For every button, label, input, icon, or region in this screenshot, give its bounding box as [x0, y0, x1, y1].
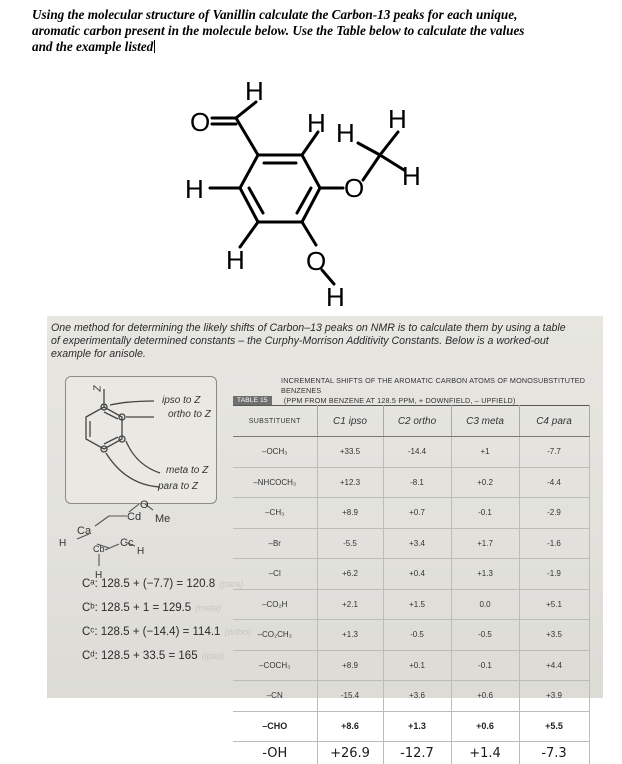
handwritten-cell-ortho: -12.7 [383, 742, 451, 764]
anisole-ca: Ca [77, 525, 92, 537]
cell-para: -1.6 [519, 528, 589, 559]
cell-substituent: –OCH₃ [233, 437, 317, 468]
cell-ortho: -0.5 [383, 620, 451, 651]
cell-meta: +1.7 [451, 528, 519, 559]
anisole-cc: Cc [120, 537, 134, 549]
table-body [233, 437, 589, 764]
table-header-row [233, 406, 589, 437]
method-line-2: of experimentally determined constants – the Curphy-Morrison Additivity Constants. Below is a worked-out [51, 335, 591, 348]
handwritten-cell-para: -7.3 [519, 742, 589, 764]
instruction-line-1: Using the molecular structure of Vanillin calculate the Carbon-13 peaks for each unique, [32, 7, 592, 23]
cell-para: -1.9 [519, 559, 589, 590]
cell-ortho: +0.4 [383, 559, 451, 590]
calc-cc: Cᶜ: 128.5 + (−14.4) = 114.1 (ortho) [82, 626, 251, 638]
cell-ipso: +8.9 [317, 650, 383, 681]
cell-ortho: +0.7 [383, 498, 451, 529]
table-row [233, 620, 589, 651]
handwritten-cell-ipso: +26.9 [317, 742, 383, 764]
carbonyl-o-label: O [190, 107, 210, 137]
calc-cd: Cᵈ: 128.5 + 33.5 = 165 (ipso) [82, 650, 224, 662]
anisole-h-right: H [137, 546, 144, 557]
calc-cb: Cᵇ: 128.5 + 1 = 129.5 (meta) [82, 602, 221, 614]
vanillin-structure [0, 60, 622, 312]
ipso-label: ipso to Z [162, 395, 200, 406]
table-title-1: INCREMENTAL SHIFTS OF THE AROMATIC CARBON ATOMS OF MONOSUBSTITUTED BENZENES [233, 376, 603, 396]
cell-para: +5.5 [519, 711, 589, 742]
para-label: para to Z [158, 481, 198, 492]
table-row [233, 711, 589, 742]
ortho-label: ortho to Z [168, 409, 211, 420]
cell-ortho: +1.3 [383, 711, 451, 742]
header-substituent: SUBSTITUENT [233, 406, 317, 437]
cell-meta: +0.2 [451, 467, 519, 498]
handwritten-cell-meta: +1.4 [451, 742, 519, 764]
cell-substituent: –CH₃ [233, 498, 317, 529]
cell-substituent: –Br [233, 528, 317, 559]
anisole-cd: Cd [127, 511, 141, 523]
cell-meta: +0.6 [451, 711, 519, 742]
cell-ortho: -14.4 [383, 437, 451, 468]
calc-ca: Cᵃ: 128.5 + (−7.7) = 120.8 (para) [82, 578, 243, 590]
cell-substituent: –CO₂CH₃ [233, 620, 317, 651]
cell-para: +3.5 [519, 620, 589, 651]
aldehyde-h-label: H [245, 76, 264, 106]
shift-table-grid [233, 405, 590, 764]
header-meta: C3 meta [451, 406, 519, 437]
table-tag: TABLE 15 [233, 396, 272, 406]
table-row [233, 559, 589, 590]
cell-meta: -0.5 [451, 620, 519, 651]
method-line-3: example for anisole. [51, 348, 591, 361]
hydroxyl-o-label: O [306, 246, 326, 276]
table-row [233, 498, 589, 529]
cell-ortho: -8.1 [383, 467, 451, 498]
table-row [233, 528, 589, 559]
ether-o-label: O [344, 173, 364, 203]
cell-para: -7.7 [519, 437, 589, 468]
handwritten-cell-substituent: -OH [233, 742, 317, 764]
cell-ipso: -5.5 [317, 528, 383, 559]
textbook-photo [47, 316, 603, 698]
cell-meta: -0.1 [451, 650, 519, 681]
cell-substituent: –NHCOCH₃ [233, 467, 317, 498]
cell-ortho: +0.1 [383, 650, 451, 681]
table-title-2: (PPM FROM BENZENE AT 128.5 PPM, + DOWNFIELD, – UPFIELD) [278, 396, 516, 405]
cell-meta: +1 [451, 437, 519, 468]
cell-para: -2.9 [519, 498, 589, 529]
table-row [233, 437, 589, 468]
cell-meta: 0.0 [451, 589, 519, 620]
substitution-diagram [65, 376, 217, 504]
cell-ipso: +8.6 [317, 711, 383, 742]
cell-ipso: +6.2 [317, 559, 383, 590]
method-line-1: One method for determining the likely shifts of Carbon–13 peaks on NMR is to calculate them by using a table [51, 322, 591, 335]
instruction-line-3: and the example listed [32, 39, 153, 54]
cell-ortho: +3.4 [383, 528, 451, 559]
cell-ipso: +2.1 [317, 589, 383, 620]
cell-meta: +0.6 [451, 681, 519, 712]
ring-h-left-label: H [185, 174, 204, 204]
header-ipso: C1 ipso [317, 406, 383, 437]
ring-h-bottom-label: H [226, 245, 245, 275]
cell-substituent: –Cl [233, 559, 317, 590]
cell-ipso: +33.5 [317, 437, 383, 468]
instructions [32, 7, 592, 55]
handwritten-row [233, 742, 589, 764]
ring-h-top-label: H [307, 108, 326, 138]
table-row [233, 681, 589, 712]
cell-ipso: +8.9 [317, 498, 383, 529]
cell-para: +4.4 [519, 650, 589, 681]
cell-ipso: +12.3 [317, 467, 383, 498]
anisole-sketch [47, 494, 207, 574]
cell-substituent: –CHO [233, 711, 317, 742]
cell-ipso: +1.3 [317, 620, 383, 651]
anisole-h-bottom: H [95, 570, 102, 581]
hydroxyl-h-label: H [326, 282, 345, 312]
table-row [233, 467, 589, 498]
cell-para: -4.4 [519, 467, 589, 498]
table-caption [233, 376, 603, 407]
vanillin-atom-labels [185, 76, 421, 312]
anisole-o: O [140, 499, 149, 511]
meta-label: meta to Z [166, 465, 208, 476]
cell-para: +5.1 [519, 589, 589, 620]
table-row [233, 650, 589, 681]
cell-substituent: –CN [233, 681, 317, 712]
cell-substituent: –CO₂H [233, 589, 317, 620]
cell-ortho: +1.5 [383, 589, 451, 620]
cell-meta: +1.3 [451, 559, 519, 590]
anisole-h-left: H [59, 538, 66, 549]
table-row [233, 589, 589, 620]
methyl-h3-label: H [402, 161, 421, 191]
header-ortho: C2 ortho [383, 406, 451, 437]
z-label: Z [93, 385, 104, 391]
anisole-cb: Cb [93, 544, 105, 554]
shift-table [233, 376, 603, 407]
header-para: C4 para [519, 406, 589, 437]
method-paragraph [51, 322, 591, 361]
methyl-h1-label: H [336, 118, 355, 148]
cell-ipso: -15.4 [317, 681, 383, 712]
cell-meta: -0.1 [451, 498, 519, 529]
cell-para: +3.9 [519, 681, 589, 712]
cell-substituent: –COCH₃ [233, 650, 317, 681]
cell-ortho: +3.6 [383, 681, 451, 712]
instruction-line-2: aromatic carbon present in the molecule below. Use the Table below to calculate the values [32, 23, 592, 39]
methyl-h2-label: H [388, 104, 407, 134]
text-cursor[interactable] [154, 40, 155, 53]
anisole-me: Me [155, 513, 170, 525]
